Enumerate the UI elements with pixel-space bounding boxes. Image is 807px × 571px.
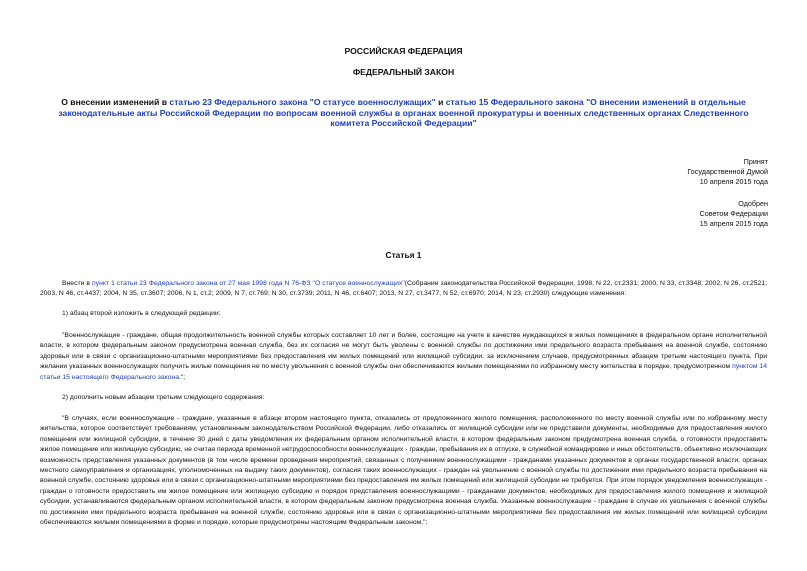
- title-text-2: и: [435, 97, 446, 107]
- intro-paragraph: [40, 279, 767, 300]
- quote-1-text-1: "Военнослужащие - граждане, общая продолжительность военной службы которых составляет 10 лет и более, состоящие на учете в качестве нуждающихся в жилых помещениях в федеральном органе исполнительной власти, в котором федеральным законом предусмотрена военная служба, без их согласия не могут быть уволены с военной службы по достижении ими предельного возраста пребывания на военной службе, состоянию здоровья или в связи с организационно-штатными мероприятиями без предоставления им жилых помещений или жилищной субсидии, за исключением случаев, предусмотренных абзацем третьим настоящего пункта. При желании указанных военнослужащих получить жилые помещения не по месту увольнения с военной службы они обеспечиваются жилыми помещениями по избранному месту жительства в порядке, предусмотренном: [40, 332, 767, 371]
- quote-1-link[interactable]: пунктом 14 статьи 15 настоящего Федерального закона: [40, 363, 767, 381]
- title-link-article-15[interactable]: статью 15 Федерального закона "О внесении изменений в отдельные законодательные акты Российской Федерации по вопросам военной службы в органах военной прокуратуры и военных следственных органах Следственного комитета Российской Федерации": [58, 97, 749, 128]
- law-title: [40, 97, 767, 129]
- item-2-paragraph: [40, 393, 767, 403]
- approval-block: [700, 199, 768, 230]
- adoption-block: [687, 157, 768, 188]
- approval-date: 15 апреля 2015 года: [699, 219, 768, 229]
- title-link-article-23[interactable]: статью 23 Федерального закона "О статусе военнослужащих": [169, 97, 436, 107]
- intro-law-link[interactable]: пункт 1 статьи 23 Федерального закона от 27 мая 1998 года N 76-ФЗ "О статусе военнослужащих": [91, 280, 405, 287]
- adoption-body: Государственной Думой: [687, 167, 768, 177]
- article-heading: Статья 1: [385, 250, 422, 260]
- country-heading: РОССИЙСКАЯ ФЕДЕРАЦИЯ: [344, 46, 463, 56]
- title-text-1: О внесении изменений в: [61, 97, 170, 107]
- quote-1-paragraph: [40, 331, 767, 383]
- adoption-date: 10 апреля 2015 года: [699, 177, 768, 187]
- adoption-line: Принят: [743, 157, 768, 166]
- intro-text-1: Внести в: [62, 280, 92, 287]
- intro-text-2: (Собрание законодательства Российской Федерации, 1998, N 22, ст.2331; 2000, N 33, ст.3348; 2002, N 26, ст.2521; 2003, N 46, ст.4437; 2004, N 35, ст.3607; 2006, N 1, ст.2; 2009, N 7, ст.769; N 30, ст.3739; 2011, N 46, ст.6407; 2013, N 27, ст.3477; N 52, ст.6970; 2014, N 23, ст.2930) следующие изменения:: [40, 280, 768, 298]
- approval-body: Советом Федерации: [699, 209, 768, 219]
- quote-2-paragraph: [40, 414, 767, 528]
- law-type-heading: ФЕДЕРАЛЬНЫЙ ЗАКОН: [352, 67, 455, 77]
- quote-1-text-2: .";: [178, 373, 186, 381]
- item-2-text: 2) дополнить новым абзацем третьим следующего содержания:: [62, 394, 265, 401]
- quote-2-text: "В случаях, если военнослужащие - граждане, указанные в абзаце втором настоящего пункта, отказались от предложенного жилого помещения, расположенного по месту военной службы или по избранному месту жительства, которое соответствует требованиям, установленным законодательством Российской Федерации, либо отказались от жилищной субсидии или не представили документы, необходимые для предоставления жилого помещения или жилищной субсидии, в течение 30 дней с даты уведомления их федеральным органом исполнительной власти, в котором федеральным законом предусмотрена военная служба, о готовности предоставить жилое помещение или жилищную субсидию, не считая периода временной нетрудоспособности военнослужащих - граждан, пребывания их в отпуске, в служебной командировке и иных обстоятельств, объективно исключающих возможность представления указанных документов (в том числе времени проведения мероприятий, связанных с получением военнослужащими - гражданами указанных документов в органах государственной власти, органах местного самоуправления и организациях, уполномоченных на выдачу таких документов), согласия таких военнослужащих - граждан на увольнение с военной службы по достижении ими предельного возраста пребывания на военной службе, состоянию здоровья или в связи с организационно-штатными мероприятиями без предоставления им жилых помещений или жилищной субсидии не требуется. При этом порядок уведомления военнослужащих - граждан о готовности предоставить им жилое помещение или жилищную субсидию и порядок представления военнослужащими - гражданами документов, необходимых для предоставления жилого помещения и жилищной субсидии, устанавливаются федеральным органом исполнительной власти, в котором федеральным законом предусмотрена военная служба. Указанные военнослужащие - граждане в случае их увольнения с военной службы по достижении ими предельного возраста пребывания на военной службе, состоянию здоровья или в связи с организационно-штатными мероприятиями без предоставления им жилых помещений или жилищной субсидии обеспечиваются жилыми помещениями в форме и порядке, которые предусмотрены настоящим Федеральным законом.";: [40, 415, 767, 527]
- item-1-text: 1) абзац второй изложить в следующей редакции:: [62, 310, 221, 317]
- approval-line: Одобрен: [738, 199, 768, 208]
- item-1-paragraph: [40, 309, 767, 319]
